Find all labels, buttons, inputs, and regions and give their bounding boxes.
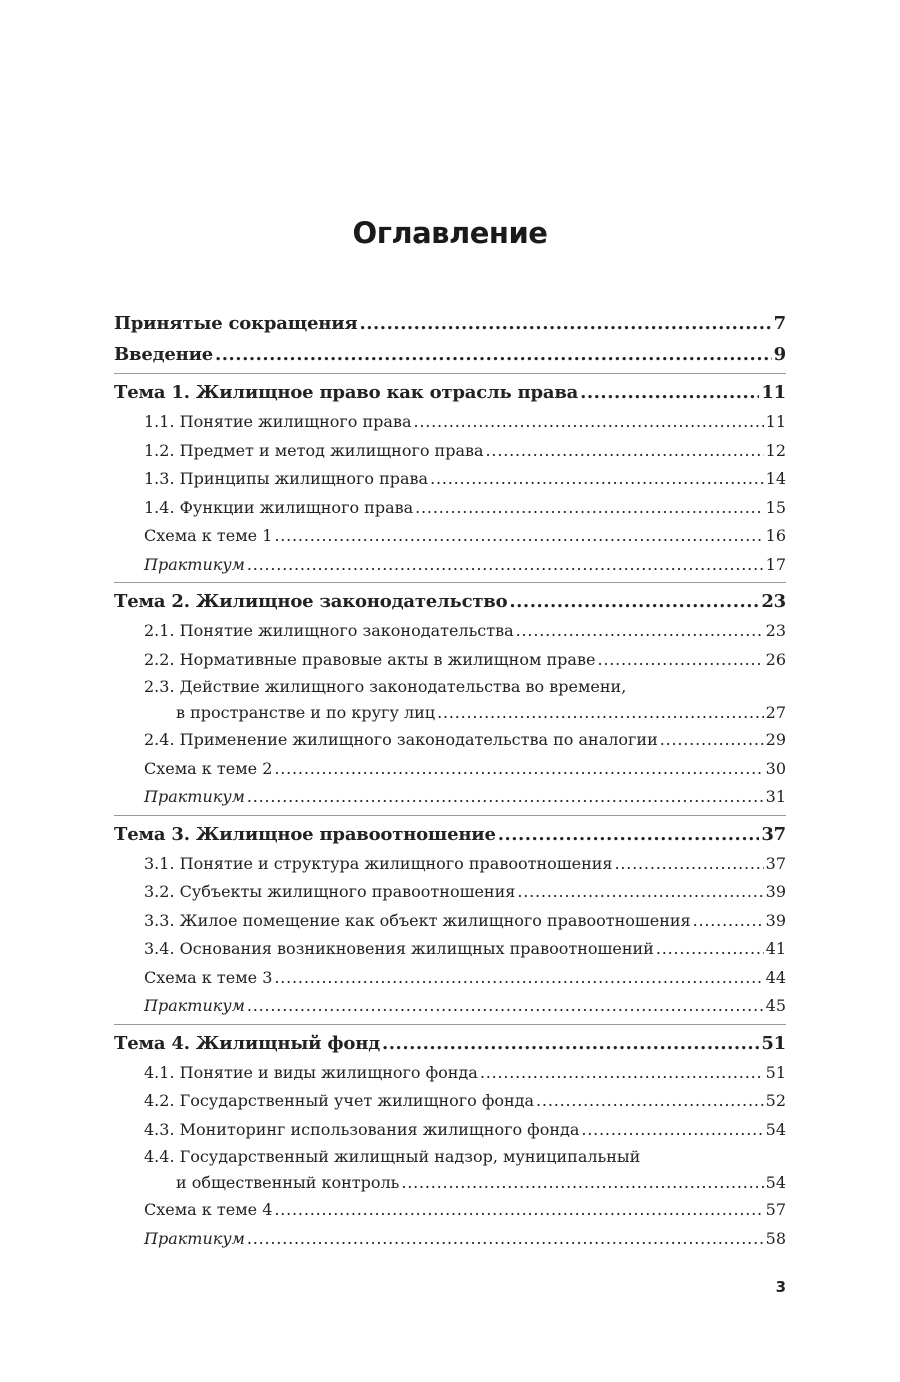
toc-item-practicum[interactable]: Практикум ..... 17 [114, 551, 786, 580]
toc-topic-title: Тема 3. Жилищное правоотношение [114, 823, 496, 845]
toc-item[interactable]: 4.1. Понятие и виды жилищного фонда ..... 51 [114, 1059, 786, 1088]
toc-topic-title: Тема 1. Жилищное право как отрасль права [114, 382, 579, 403]
toc-item[interactable]: 4.3. Мониторинг использования жилищного фонда ..... 54 [114, 1116, 786, 1145]
toc-topic-page: 51 [761, 1032, 786, 1054]
section-divider [114, 582, 786, 583]
section-divider [114, 815, 786, 816]
toc-item[interactable]: 1.4. Функции жилищного права ..... 15 [114, 494, 786, 523]
toc-item-line2[interactable]: и общественный контроль ..... 54 [114, 1169, 786, 1196]
toc-item[interactable]: 1.1. Понятие жилищного права ..... 11 [114, 408, 786, 437]
toc-topic-4[interactable] [114, 1028, 786, 1059]
toc-item-practicum[interactable]: Практикум ..... 58 [114, 1225, 786, 1254]
toc-item-practicum[interactable]: Практикум ..... 45 [114, 992, 786, 1021]
toc-entry-label: Принятые сокращения [114, 313, 358, 334]
toc-item[interactable]: 1.3. Принципы жилищного права ..... 14 [114, 465, 786, 494]
toc-item[interactable]: 2.4. Применение жилищного законодательства по аналогии ..... 29 [114, 726, 786, 755]
toc-topic-page: 11 [761, 382, 786, 403]
table-of-contents [114, 308, 786, 1253]
page-number: 3 [775, 1278, 786, 1296]
toc-topic-page: 37 [761, 823, 786, 845]
toc-item-scheme[interactable]: Схема к теме 2 ..... 30 [114, 755, 786, 784]
toc-item[interactable]: 3.3. Жилое помещение как объект жилищного правоотношения ..... 39 [114, 907, 786, 936]
toc-topic-1[interactable] [114, 377, 786, 408]
toc-item[interactable]: 2.2. Нормативные правовые акты в жилищном праве ..... 26 [114, 646, 786, 675]
toc-item[interactable]: 4.2. Государственный учет жилищного фонда ..... 52 [114, 1087, 786, 1116]
toc-entry-label: Введение [114, 344, 213, 365]
toc-topic-title: Тема 4. Жилищный фонд [114, 1032, 381, 1054]
page-title: Оглавление [352, 216, 548, 250]
toc-item[interactable]: 1.2. Предмет и метод жилищного права ..... 12 [114, 437, 786, 466]
toc-item-line1[interactable]: 4.4. Государственный жилищный надзор, муниципальный [144, 1147, 641, 1166]
toc-entry-page: 9 [773, 344, 786, 365]
toc-item-scheme[interactable]: Схема к теме 1 ..... 16 [114, 522, 786, 551]
toc-item[interactable]: 2.1. Понятие жилищного законодательства ..... 23 [114, 617, 786, 646]
toc-topic-3[interactable] [114, 819, 786, 850]
toc-item-practicum[interactable]: Практикум ..... 31 [114, 783, 786, 812]
toc-item[interactable]: 3.1. Понятие и структура жилищного правоотношения ..... 37 [114, 850, 786, 879]
toc-item-line2[interactable]: в пространстве и по кругу лиц ..... 27 [114, 699, 786, 726]
toc-item-scheme[interactable]: Схема к теме 3 ..... 44 [114, 964, 786, 993]
toc-item-line1[interactable]: 2.3. Действие жилищного законодательства во времени, [144, 677, 627, 696]
toc-entry-abbreviations[interactable] [114, 308, 786, 339]
toc-entry-page: 7 [773, 313, 786, 334]
section-divider [114, 1024, 786, 1025]
toc-topic-2[interactable] [114, 586, 786, 617]
toc-item[interactable]: 3.2. Субъекты жилищного правоотношения ..... 39 [114, 878, 786, 907]
toc-item-scheme[interactable]: Схема к теме 4 ..... 57 [114, 1196, 786, 1225]
section-divider [114, 373, 786, 374]
toc-topic-title: Тема 2. Жилищное законодательство [114, 591, 508, 612]
toc-topic-page: 23 [761, 591, 786, 612]
toc-item[interactable]: 3.4. Основания возникновения жилищных правоотношений ..... 41 [114, 935, 786, 964]
toc-entry-introduction[interactable] [114, 339, 786, 370]
